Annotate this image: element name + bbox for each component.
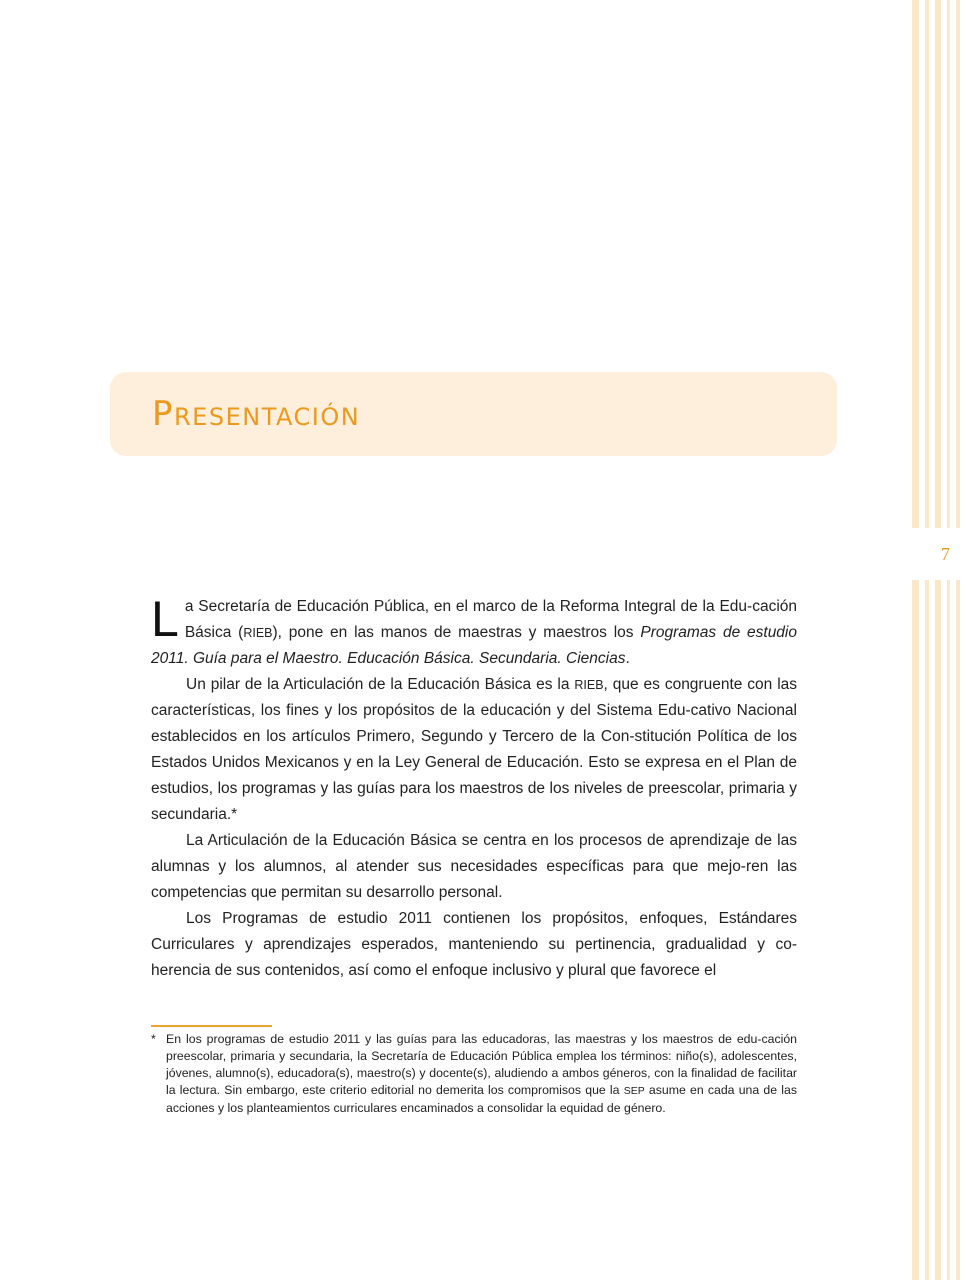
decorative-stripes [912,0,972,1280]
paragraph-1 [151,591,797,672]
acronym-rieb: RIEB [243,626,273,640]
paragraph-4: Los Programas de estudio 2011 contienen los propósitos, enfoques, Estándares Curriculares y aprendizajes esperados, manteniendo su pertinencia, gradualidad y co-herencia de sus contenidos, así como el enfoque inclusivo y plural que favorece el [151,910,797,979]
stripe [912,0,919,1280]
paragraph-1-text-2: ), pone en las manos de maestras y maestros los [272,624,641,641]
page-title: Presentación [152,394,361,434]
footnote [151,1031,797,1117]
paragraph-2 [151,672,797,828]
footnote-text-2: asume en cada una de las acciones y los planteamientos curriculares encaminados a consolidar la equidad de género. [166,1083,797,1115]
stripe [935,0,941,1280]
footnote-rule [151,1025,272,1027]
paragraph-3: La Articulación de la Educación Básica se centra en los procesos de aprendizaje de las alumnas y los alumnos, al atender sus necesidades específicas para que mejo-ren las competencias que permitan su desarrollo personal. [151,832,797,901]
paragraph-1-text: a Secretaría de Educación Pública, en el marco de la Reforma Integral de la Edu-cación Básica ( [184,598,797,641]
drop-cap: L [151,591,179,647]
footnote-text [166,1031,797,1117]
acronym-rieb: RIEB [574,678,604,692]
paragraph-2-text-2: , que es congruente con las características, los fines y los propósitos de la educación y del Sistema Edu-cativo Nacional establecidos en los artículos Primero, Segundo y Tercero de la Con-stitución Política de los Estados Unidos Mexicanos y en la Ley General de Educación. Esto se expresa en el Plan de estudios, los programas y las guías para los maestros de los niveles de preescolar, primaria y secundaria.* [151,676,798,823]
page-number: 7 [941,544,950,564]
title-banner [110,372,837,456]
footnote-text-1: En los programas de estudio 2011 y las guías para las educadoras, las maestras y los maestros de edu-cación preescolar, primaria y secundaria, la Secretaría de Educación Pública emplea los términos: niño(s), adolescentes, jóvenes, alumno(s), educadora(s), maestro(s) y docente(s), aludiendo a ambos géneros, con la finalidad de facilitar la lectura. Sin embargo, este criterio editorial no demerita los compromisos que la [166,1032,797,1097]
acronym-sep: SEP [623,1085,645,1097]
stripe [925,0,929,1280]
program-title: Programas de estudio 2011. Guía para el Maestro. Educación Básica. Secundaria. Ciencias [151,624,797,667]
stripe [947,0,950,1280]
body-text [151,591,798,984]
stripe [956,0,960,1280]
footnote-marker: * [151,1032,156,1046]
paragraph-1-end: . [625,650,630,667]
paragraph-2-text: Un pilar de la Articulación de la Educación Básica es la [186,676,575,693]
